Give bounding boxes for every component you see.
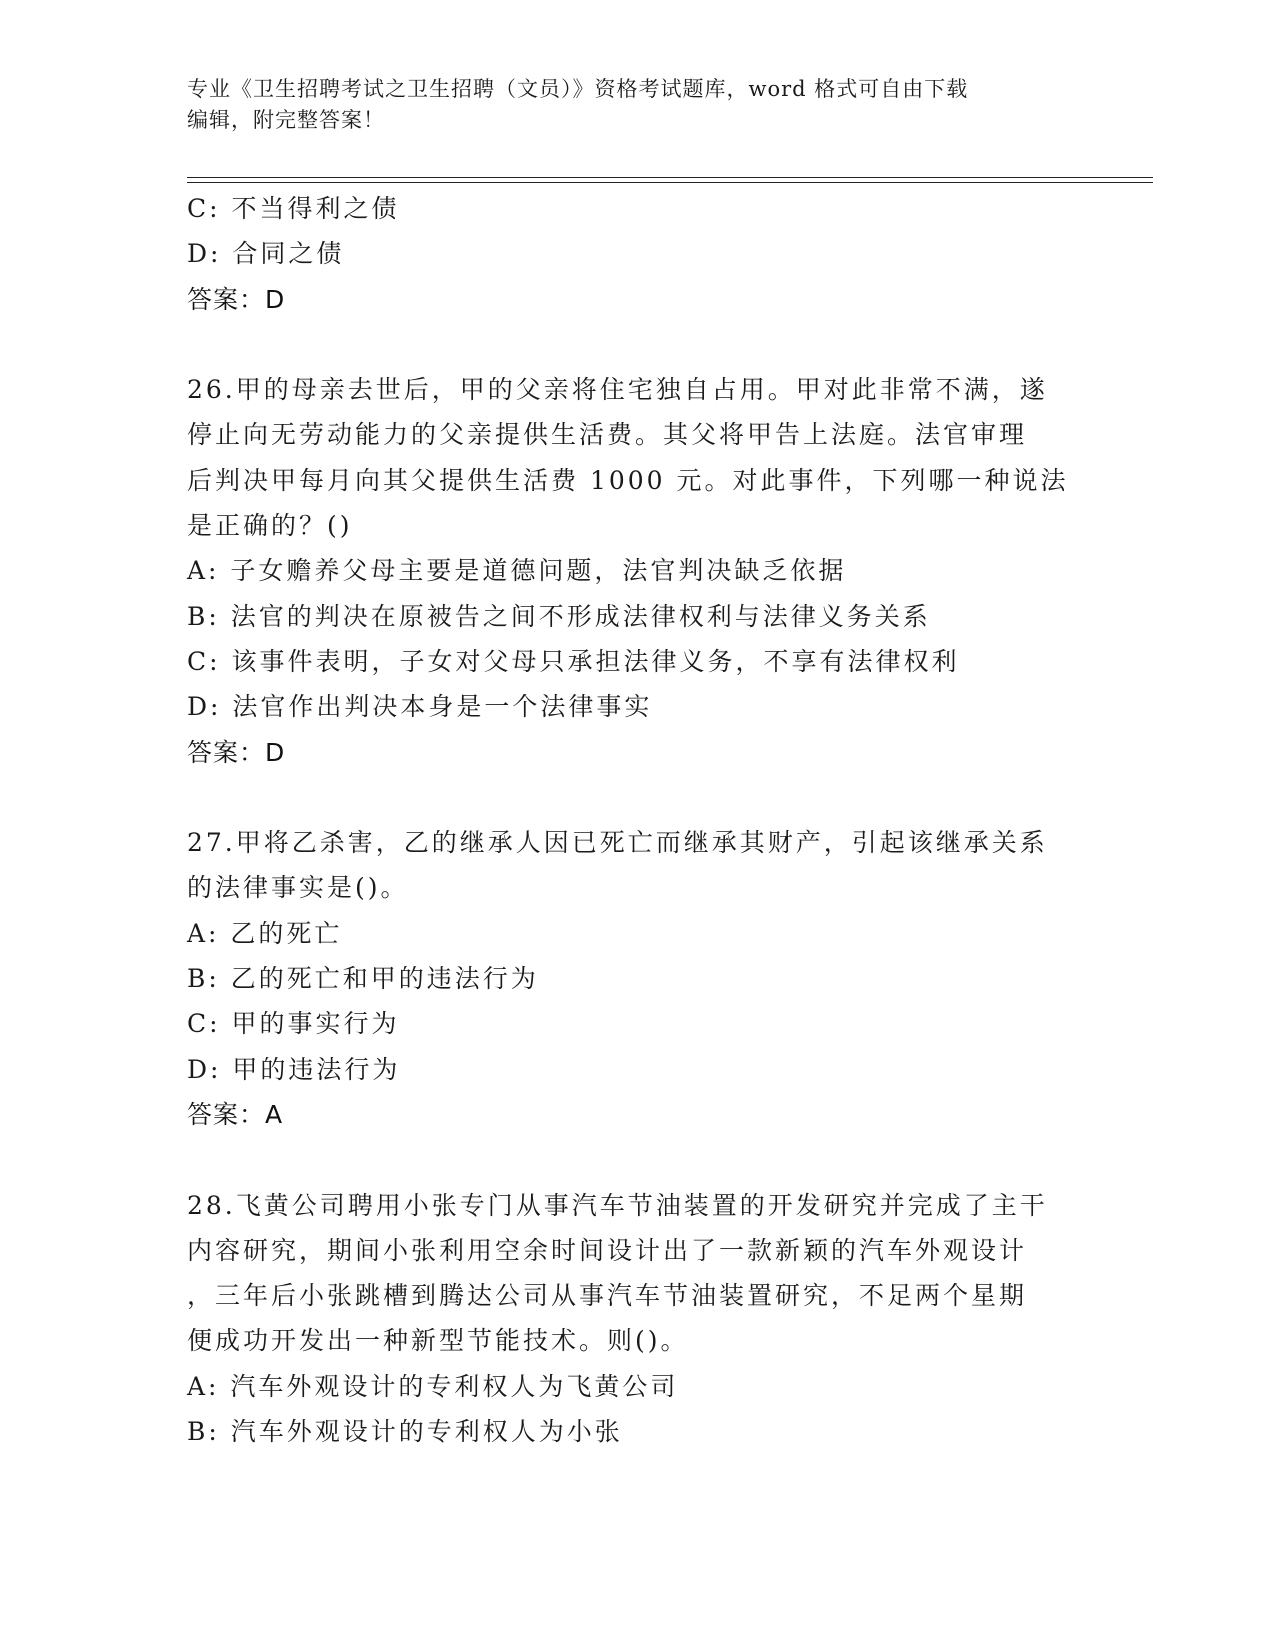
question-stem-line: 26.甲的母亲去世后，甲的父亲将住宅独自占用。甲对此非常不满，遂: [187, 375, 1048, 405]
question-spacer: [187, 775, 1087, 820]
option-d: D: 合同之债: [187, 239, 345, 269]
option-c: C: 甲的事实行为: [187, 1009, 400, 1039]
question-stem-line: 后判决甲每月向其父提供生活费 1000 元。对此事件，下列哪一种说法: [187, 465, 1069, 495]
option-c: C: 该事件表明，子女对父母只承担法律义务，不享有法律权利: [187, 646, 960, 676]
header-divider: [187, 177, 1153, 183]
question-stem-line: ，三年后小张跳槽到腾达公司从事汽车节油装置研究，不足两个星期: [187, 1281, 1028, 1311]
question-stem-line: 停止向无劳动能力的父亲提供生活费。其父将甲告上法庭。法官审理: [187, 420, 1028, 450]
option-b: B: 法官的判决在原被告之间不形成法律权利与法律义务关系: [187, 601, 931, 631]
document-body: [187, 186, 1087, 1454]
question-spacer: [187, 1137, 1087, 1182]
header-title-line2: 编辑，附完整答案！: [187, 108, 385, 132]
option-a: A: 乙的死亡: [187, 918, 343, 948]
document-header: [187, 74, 1087, 136]
question-stem-line: 是正确的？(): [187, 511, 353, 541]
option-b: B: 汽车外观设计的专利权人为小张: [187, 1417, 623, 1447]
question-stem-line: 内容研究，期间小张利用空余时间设计出了一款新颖的汽车外观设计: [187, 1235, 1028, 1265]
question-stem-line: 便成功开发出一种新型节能技术。则()。: [187, 1326, 689, 1356]
header-title-line1: 专业《卫生招聘考试之卫生招聘（文员）》资格考试题库，word 格式可自由下载: [187, 77, 969, 101]
question-stem-line: 的法律事实是()。: [187, 873, 409, 903]
option-d: D: 法官作出判决本身是一个法律事实: [187, 692, 653, 722]
question-stem-line: 28.飞黄公司聘用小张专门从事汽车节油装置的开发研究并完成了主干: [187, 1190, 1048, 1220]
question-26: [187, 367, 1087, 775]
answer-line: 答案：D: [187, 284, 286, 314]
option-a: A: 子女赡养父母主要是道德问题，法官判决缺乏依据: [187, 556, 847, 586]
option-c: C: 不当得利之债: [187, 194, 400, 223]
answer-line: 答案：D: [187, 737, 286, 767]
question-spacer: [187, 322, 1087, 367]
answer-line: 答案：A: [187, 1099, 284, 1129]
question-27: [187, 820, 1087, 1137]
previous-question-tail: [187, 186, 1087, 322]
option-d: D: 甲的违法行为: [187, 1054, 401, 1084]
question-stem-line: 27.甲将乙杀害，乙的继承人因已死亡而继承其财产，引起该继承关系: [187, 828, 1048, 858]
option-a: A: 汽车外观设计的专利权人为飞黄公司: [187, 1371, 679, 1401]
option-b: B: 乙的死亡和甲的违法行为: [187, 964, 539, 994]
question-28: [187, 1183, 1087, 1455]
